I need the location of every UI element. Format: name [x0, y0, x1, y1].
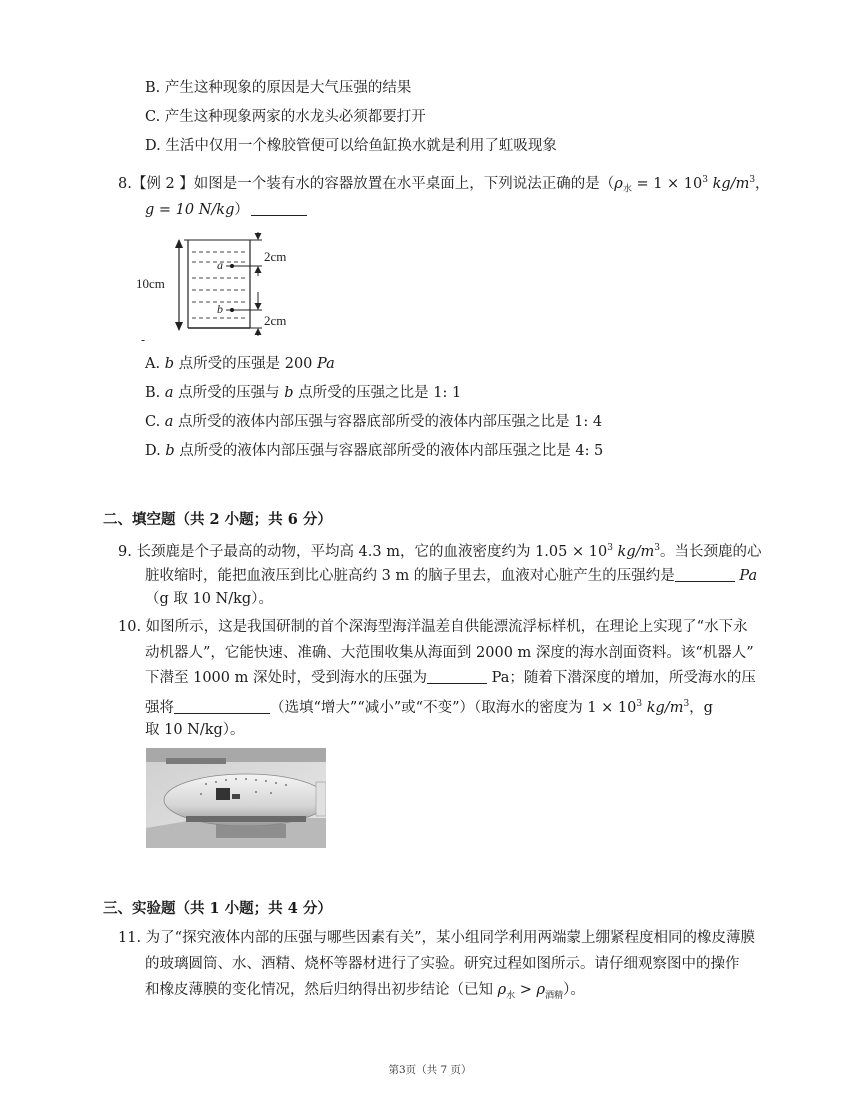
- q8-container-diagram: [134, 232, 294, 337]
- q7-option-c: C. 产生这种现象两家的水龙头必须都要打开: [145, 109, 426, 125]
- q10-line3: 下潜至 1000 m 深处时，受到海水的压强为 Pa；随着下潜深度的增加，所受海水的压: [145, 670, 756, 686]
- q8-comma: ，: [755, 175, 770, 192]
- q7-option-d: D. 生活中仅用一个橡胶管便可以给鱼缸换水就是利用了虹吸现象: [145, 138, 557, 154]
- q8-unit-exp: 3: [749, 175, 756, 185]
- q8-rho-exp: 3: [702, 175, 708, 185]
- page-footer: 第3页（共 7 页）: [388, 1064, 472, 1076]
- top-2cm-arrow-down: [255, 233, 262, 240]
- q8-g-expr: g = 10 N/kg: [145, 202, 235, 218]
- point-a-label: a: [217, 258, 223, 272]
- q10-change-blank: [174, 713, 270, 714]
- q8-close-paren: ）: [234, 202, 249, 218]
- q8-rho-unit: kg/m: [708, 175, 750, 192]
- section3-heading: 三、实验题（共 1 小题；共 4 分）: [103, 900, 332, 917]
- q9-line2: 脏收缩时，能把血液压到比心脏高约 3 m 的脑子里去，血液对心脏产生的压强约是 Pa: [145, 568, 758, 584]
- total-height-arrow-top: [175, 239, 183, 248]
- q10-pressure-blank: [427, 683, 487, 684]
- q10-line4: 强将 （选填“增大”“减小”或“不变”）（取海水的密度为 $1 \times 10^3$ $kg/m^3$，g: [145, 699, 713, 716]
- label-top-2cm: 2cm: [264, 249, 287, 264]
- total-height-arrow-bottom: [175, 322, 183, 331]
- q10-line1: 10. 如图所示，这是我国研制的首个深海型海洋温差自供能漂流浮标样机，在理论上实现了“水下永: [118, 619, 748, 635]
- q9-line3: （g 取 10 N/kg）。: [145, 591, 273, 607]
- q9-answer-blank: [675, 581, 735, 582]
- q8-tag: 【例 2 】: [131, 175, 194, 192]
- bottom-2cm-arrow-down: [255, 303, 262, 310]
- q11-line3: 和橡皮薄膜的变化情况，然后归纳得出初步结论（已知 $\rho_水 > \rho_{酒精}$）。: [145, 982, 585, 1001]
- q8-option-d: D. b 点所受的液体内部压强与容器底部所受的液体内部压强之比是 4: 5: [145, 443, 604, 459]
- q8-stem: 如图是一个装有水的容器放置在水平桌面上，下列说法正确的是（: [193, 175, 615, 192]
- q8-option-c: C. a 点所受的液体内部压强与容器底部所受的液体内部压强之比是 1: 4: [145, 414, 603, 430]
- top-2cm-arrow-up: [255, 266, 262, 273]
- label-10cm: 10cm: [136, 276, 165, 291]
- q7-option-b: B. 产生这种现象的原因是大气压强的结果: [145, 80, 412, 96]
- q8-stem-line2: [145, 200, 307, 220]
- q8-number: 8.: [118, 175, 132, 192]
- q11-line2: 的玻璃圆筒、水、酒精、烧杯等器材进行了实验。研究过程如图所示。请仔细观察图中的操作: [145, 956, 740, 972]
- q11-line1: 11. 为了“探究液体内部的压强与哪些因素有关”，某小组同学利用两端蒙上绷紧程度相同的橡皮薄膜: [118, 930, 755, 946]
- q8-rho-sub: 水: [622, 184, 632, 195]
- q8-dash-mark: -: [141, 333, 146, 347]
- section2-heading: 二、填空题（共 2 小题；共 6 分）: [103, 511, 332, 528]
- bottom-2cm-arrow-up: [255, 328, 262, 335]
- q10-robot-photo: [146, 748, 326, 848]
- q9-line1: 9. 长颈鹿是个子最高的动物，平均高 4.3 m，它的血液密度约为 $1.05 \times 10^3$ $kg/m^3$。当长颈鹿的心: [118, 543, 762, 560]
- point-b-label: b: [217, 302, 223, 316]
- q8-rho: ρ: [614, 175, 623, 192]
- q8-rho-eq: = 1 × 10: [631, 175, 703, 192]
- q8-answer-blank: [251, 215, 307, 216]
- q10-line5: 取 10 N/kg）。: [145, 722, 245, 738]
- q8-option-a: A. b 点所受的压强是 200 Pa: [145, 356, 335, 372]
- q10-line2: 动机器人”，它能快速、准确、大范围收集从海面到 2000 m 深度的海水剖面资料。该“机器人”: [145, 645, 754, 661]
- q8-stem-line1: [118, 170, 770, 200]
- q8-option-b: B. a 点所受的压强与 b 点所受的压强之比是 1: 1: [145, 385, 462, 401]
- label-bottom-2cm: 2cm: [264, 313, 287, 328]
